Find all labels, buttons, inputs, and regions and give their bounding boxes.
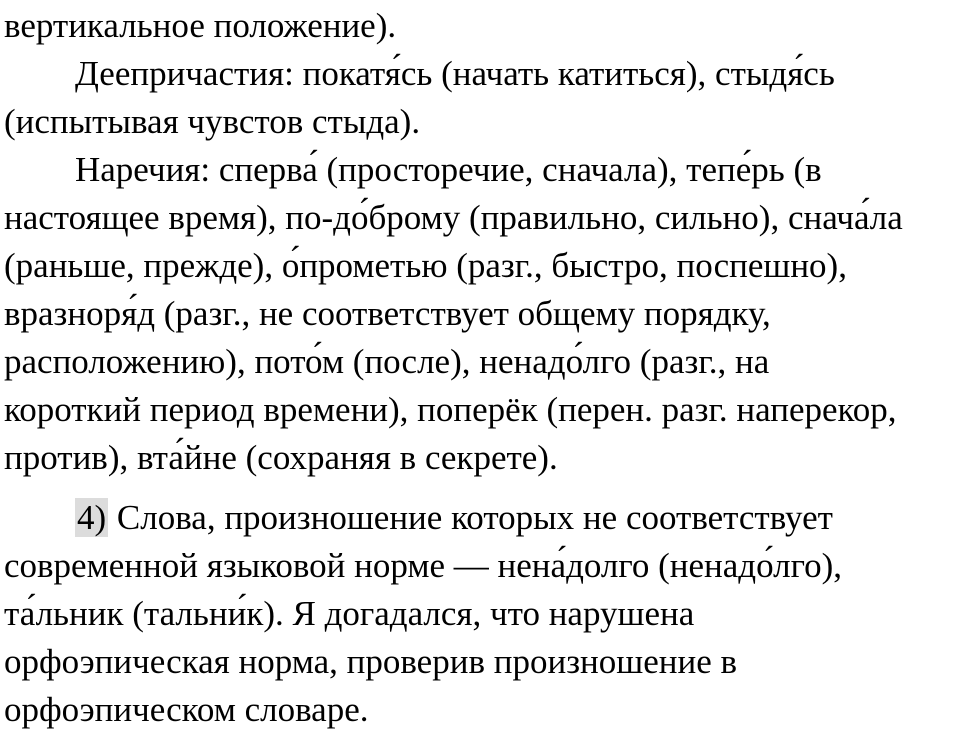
text-line: орфоэпическом словаре. <box>4 690 369 729</box>
text-line: (испытывая чувстов стыда). <box>4 102 421 141</box>
text-line: современной языковой норме — нена́долго (ненадо́лго), <box>4 546 843 585</box>
text-line: против), вта́йне (сохраняя в секрете). <box>4 438 558 477</box>
text-line: орфоэпическая норма, проверив произношение в <box>4 642 738 681</box>
text-line: та́льник (тальни́к). Я догадался, что нарушена <box>4 594 695 633</box>
item-number-highlight: 4) <box>77 498 107 537</box>
text-line-item-4 <box>75 494 833 542</box>
text-line: вертикальное положение). <box>4 6 397 45</box>
item-4-text: Слова, произношение которых не соответствует <box>116 498 833 537</box>
text-line: расположению), пото́м (после), ненадо́лго (разг., на <box>4 342 770 381</box>
text-line: вразноря́д (разг., не соответствует общему порядку, <box>4 294 771 333</box>
text-line: Деепричастия: покатя́сь (начать катиться), стыдя́сь <box>75 54 835 93</box>
text-line: настоящее время), по-до́брому (правильно, сильно), снача́ла <box>4 198 903 237</box>
text-line: короткий период времени), поперёк (перен. разг. наперекор, <box>4 390 897 429</box>
text-line: Наречия: сперва́ (просторечие, сначала), тепе́рь (в <box>75 150 822 189</box>
text-line: (раньше, прежде), о́прометью (разг., быстро, поспешно), <box>4 246 847 285</box>
